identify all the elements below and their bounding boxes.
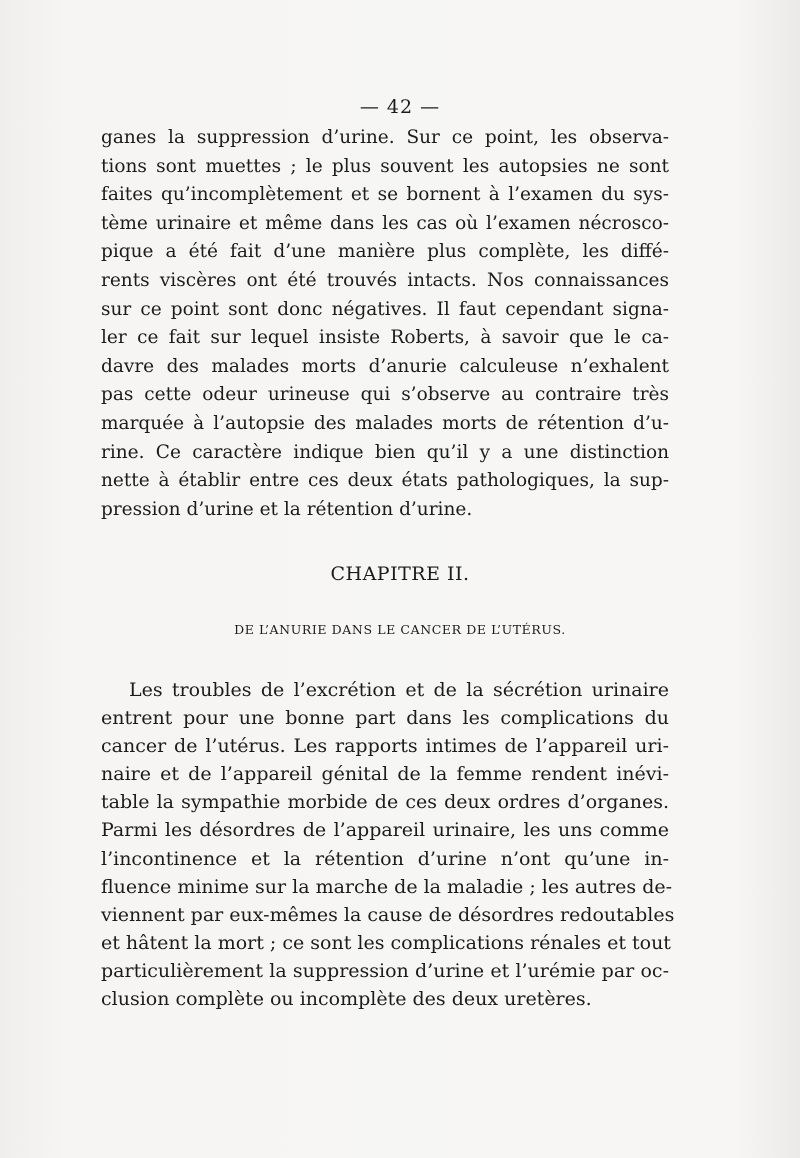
text-line: tions sont muettes ; le plus souvent les autopsies ne sont xyxy=(101,155,669,177)
text-line: entrent pour une bonne part dans les complications du xyxy=(101,707,669,730)
text-line: pas cette odeur urineuse qui s’observe au contraire très xyxy=(101,384,669,406)
text-line: viennent par eux-mêmes la cause de désordres redoutables xyxy=(101,903,675,926)
text-line: pique a été fait d’une manière plus complète, les diffé- xyxy=(101,241,669,263)
text-line: et hâtent la mort ; ce sont les complications rénales et tout xyxy=(101,931,671,954)
text-line: tème urinaire et même dans les cas où l’examen nécrosco- xyxy=(101,212,669,234)
text-line: marquée à l’autopsie des malades morts de rétention d’u- xyxy=(101,412,669,434)
text-line: faites qu’incomplètement et se bornent à l’examen du sys- xyxy=(101,184,669,206)
text-line: table la sympathie morbide de ces deux ordres d’organes. xyxy=(101,791,669,814)
page-number: — 42 — xyxy=(359,96,441,118)
text-line: Les troubles de l’excrétion et de la sécrétion urinaire xyxy=(129,679,669,701)
text-line: ganes la suppression d’urine. Sur ce point, les observa- xyxy=(101,127,669,148)
chapter-title: CHAPITRE II. xyxy=(330,563,470,585)
text-line: fluence minime sur la marche de la maladie ; les autres de- xyxy=(101,875,673,898)
text-line: Parmi les désordres de l’appareil urinaire, les uns comme xyxy=(101,819,669,842)
text-line: naire et de l’appareil génital de la femme rendent inévi- xyxy=(101,763,669,786)
text-line: davre des malades morts d’anurie calculeuse n’exhalent xyxy=(101,355,669,377)
text-line: cancer de l’utérus. Les rapports intimes de l’appareil uri- xyxy=(101,735,669,758)
text-line: clusion complète ou incomplète des deux uretères. xyxy=(101,988,592,1011)
text-line: rine. Ce caractère indique bien qu’il y a une distinction xyxy=(101,441,669,463)
text-line: particulièrement la suppression d’urine et l’urémie par oc- xyxy=(101,959,669,982)
text-line: rents viscères ont été trouvés intacts. Nos connaissances xyxy=(101,269,669,291)
text-line: sur ce point sont donc négatives. Il faut cependant signa- xyxy=(101,298,669,320)
paragraph-1 xyxy=(101,124,669,524)
text-line: nette à établir entre ces deux états pathologiques, la sup- xyxy=(101,470,669,492)
text-line: pression d’urine et la rétention d’urine. xyxy=(101,498,473,520)
chapter-subtitle: DE L’ANURIE DANS LE CANCER DE L’UTÉRUS. xyxy=(234,622,566,637)
text-line: l’incontinence et la rétention d’urine n’ont qu’une in- xyxy=(101,847,669,870)
text-line: ler ce fait sur lequel insiste Roberts, à savoir que le ca- xyxy=(101,327,669,349)
paragraph-2 xyxy=(101,676,675,1013)
